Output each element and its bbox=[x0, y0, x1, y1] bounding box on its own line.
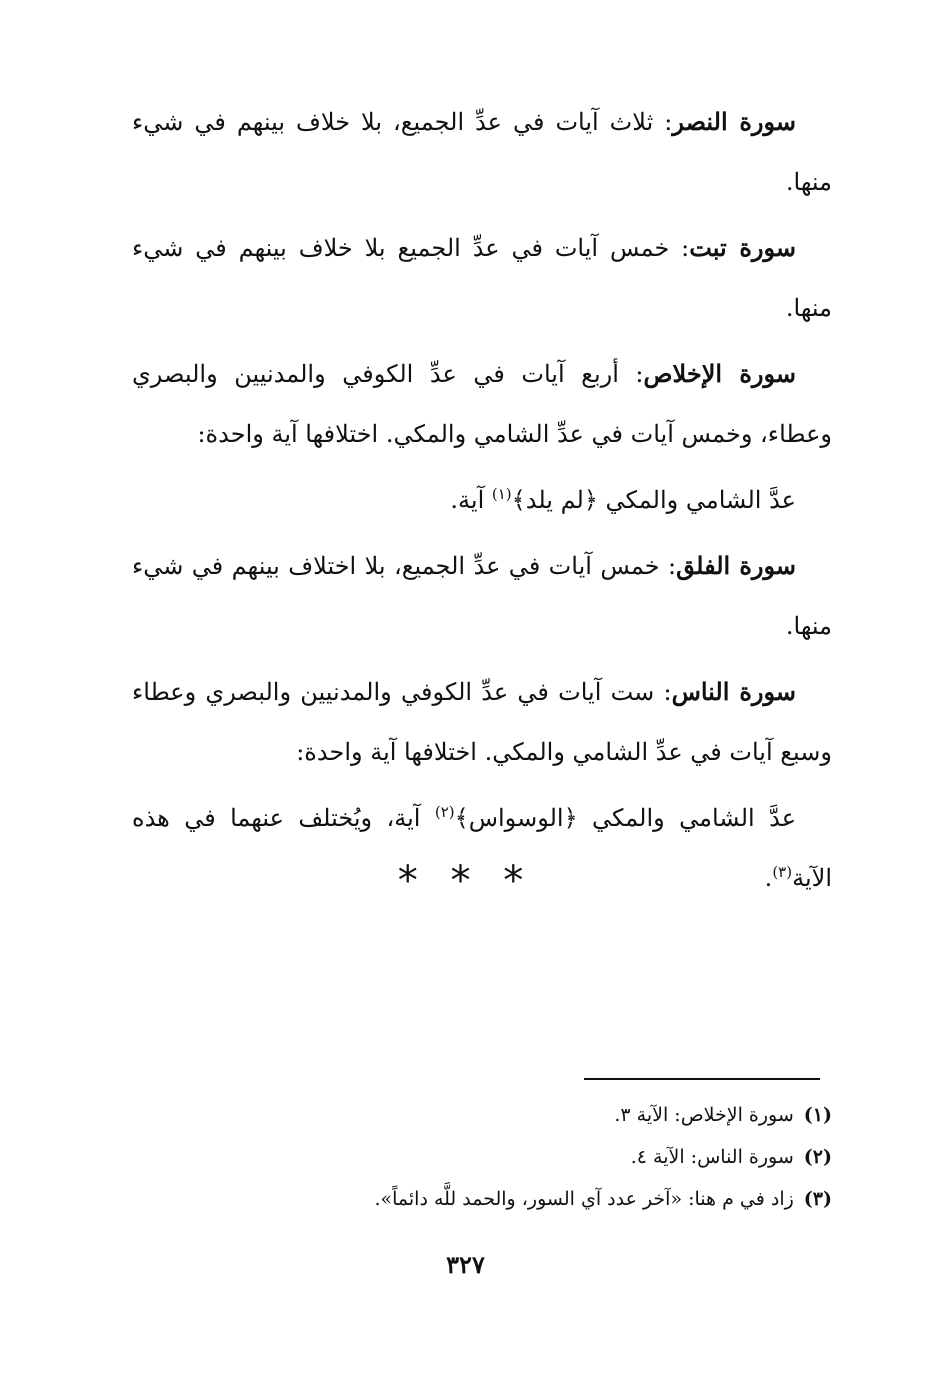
footnote-ref[interactable]: (٢) bbox=[434, 803, 455, 821]
footnote-item bbox=[132, 1178, 832, 1220]
sura-name: سورة الناس bbox=[671, 677, 797, 706]
sura-name: سورة الفلق bbox=[676, 551, 796, 580]
footnote-number: (٣) bbox=[803, 1188, 832, 1210]
paragraph-ikhlas-difference bbox=[132, 470, 832, 530]
footnote-item bbox=[132, 1094, 832, 1136]
paragraph-falaq bbox=[132, 536, 832, 656]
footnote-ref[interactable]: (١) bbox=[491, 485, 512, 503]
footnote-text: زاد في م هنا: «آخر عدد آي السور، والحمد للَّه دائماً». bbox=[374, 1188, 794, 1210]
sura-name: سورة تبت bbox=[689, 233, 796, 262]
sura-name: سورة الإخلاص bbox=[643, 359, 796, 388]
footnote-number: (١) bbox=[803, 1104, 832, 1126]
paragraph-ikhlas bbox=[132, 344, 832, 464]
paragraph-text: : ثلاث آيات في عدِّ الجميع، بلا خلاف بينهم في شيء منها. bbox=[132, 108, 832, 196]
paragraph-text: : ست آيات في عدِّ الكوفي والمدنيين والبصري وعطاء وسبع آيات في عدِّ الشامي والمكي. اختلافها آية واحدة: bbox=[132, 678, 832, 766]
footnote-number: (٢) bbox=[803, 1146, 832, 1168]
section-separator: * * * bbox=[397, 858, 534, 904]
paragraph-text: : أربع آيات في عدِّ الكوفي والمدنيين والبصري وعطاء، وخمس آيات في عدِّ الشامي والمكي. اختلافها آية واحدة: bbox=[132, 360, 832, 448]
footnote-text: سورة الناس: الآية ٤. bbox=[630, 1146, 794, 1168]
footnote-text: سورة الإخلاص: الآية ٣. bbox=[614, 1104, 794, 1126]
paragraph-text: : خمس آيات في عدِّ الجميع، بلا اختلاف بينهم في شيء منها. bbox=[132, 552, 832, 640]
page-number: ٣٢٧ bbox=[446, 1250, 485, 1279]
page-body bbox=[132, 92, 832, 914]
paragraph-nas bbox=[132, 662, 832, 782]
difference-text-middle: آية، ويُختلف عنهما في هذه الآية bbox=[132, 804, 832, 892]
difference-text-end: آية. bbox=[450, 486, 492, 514]
paragraph-tabbat bbox=[132, 218, 832, 338]
paragraph-text: : خمس آيات في عدِّ الجميع بلا خلاف بينهم في شيء منها. bbox=[132, 234, 832, 322]
difference-text: عدَّ الشامي والمكي ﴿لم يلد﴾ bbox=[511, 486, 796, 514]
footnote-item bbox=[132, 1136, 832, 1178]
paragraph-nasr bbox=[132, 92, 832, 212]
footnote-ref[interactable]: (٣) bbox=[772, 863, 793, 881]
footnotes bbox=[132, 1094, 832, 1220]
difference-text: عدَّ الشامي والمكي ﴿الوسواس﴾ bbox=[454, 804, 797, 832]
sura-name: سورة النصر bbox=[672, 107, 796, 136]
footnote-divider bbox=[584, 1078, 820, 1080]
difference-text-end: . bbox=[764, 864, 773, 892]
